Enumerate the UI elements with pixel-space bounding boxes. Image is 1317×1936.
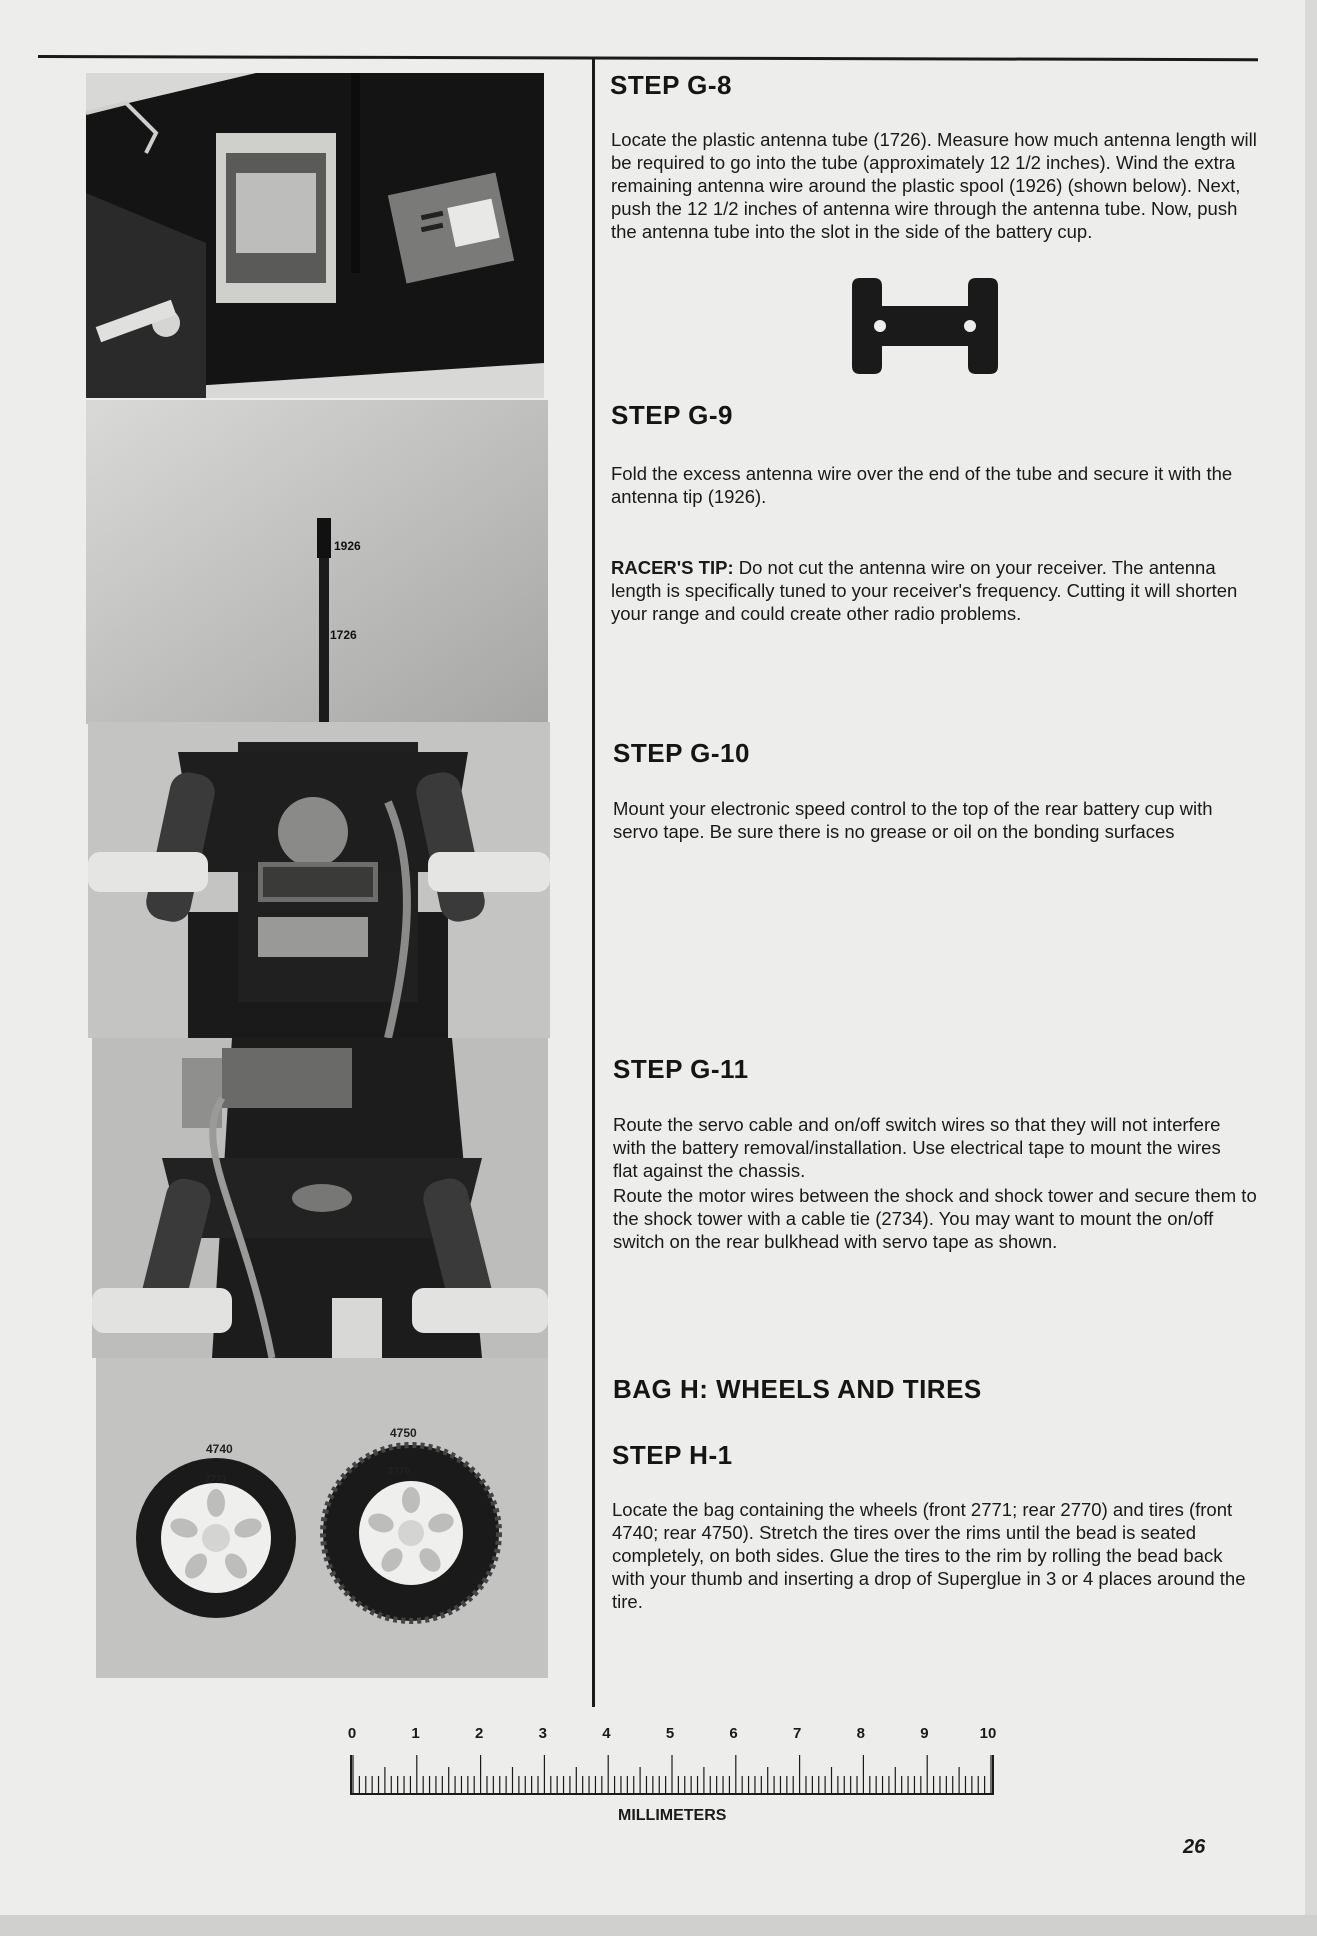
page-edge-right xyxy=(1305,0,1317,1936)
ruler-number-5: 5 xyxy=(665,1725,675,1742)
ruler-number-6: 6 xyxy=(729,1725,738,1742)
step-g9-body: Fold the excess antenna wire over the end of the tube and secure it with the antenna tip (1926). xyxy=(611,463,1233,507)
photo-speed-control xyxy=(88,722,550,1038)
callout-antenna-tip: 1926 xyxy=(334,539,361,553)
step-g11-body-2: Route the motor wires between the shock and shock tower and secure them to the shock tower with a cable tie (2734). You may want to mount the on/off switch on the rear bulkhead with servo tape as shown. xyxy=(613,1185,1257,1252)
page-number: 26 xyxy=(1183,1836,1206,1858)
photo-wheels-tires xyxy=(96,1358,548,1678)
ruler-number-1: 1 xyxy=(411,1725,420,1742)
ruler-number-10: 10 xyxy=(979,1725,997,1742)
callout-front-wheel: 2771 xyxy=(205,1474,228,1485)
ruler-number-4: 4 xyxy=(602,1725,611,1742)
step-g11-title: STEP G-11 xyxy=(613,1054,749,1084)
ruler-number-7: 7 xyxy=(793,1725,802,1742)
racers-tip xyxy=(611,556,1266,625)
antenna-spool-illustration xyxy=(852,278,998,374)
ruler-number-2: 2 xyxy=(475,1725,484,1742)
ruler-number-8: 8 xyxy=(856,1725,865,1742)
step-h1-body: Locate the bag containing the wheels (front 2771; rear 2770) and tires (front 4740; rear 4750). Stretch the tires over the rims until the bead is seated completely, on both sides. Glue the tires to the rim by rolling the bead back with your thumb and inserting a drop of Superglue in 3 or 4 places around the tire. xyxy=(612,1499,1246,1612)
ruler-label: MILLIMETERS xyxy=(618,1807,727,1824)
photo-antenna-tube xyxy=(86,73,544,398)
step-g9-title: STEP G-9 xyxy=(611,400,734,430)
column-divider xyxy=(592,57,595,1707)
ruler-ticks xyxy=(352,1755,992,1793)
photo-wire-routing xyxy=(92,1038,548,1358)
page-edge-bottom xyxy=(0,1915,1317,1936)
racers-tip-label: RACER'S TIP: xyxy=(611,557,734,578)
ruler-scale xyxy=(350,1755,994,1795)
step-g8-body: Locate the plastic antenna tube (1726). Measure how much antenna length will be required to go into the tube (approximately 12 1/2 inches). Wind the extra remaining antenna wire around the plastic spool (1926) (shown below). Next, push the 12 1/2 inches of antenna wire through the antenna tube. Now, push the antenna tube into the slot in the side of the battery cup. xyxy=(611,129,1257,242)
ruler-number-0: 0 xyxy=(347,1725,357,1742)
callout-rear-tire: 4750 xyxy=(390,1426,417,1440)
ruler-number-9: 9 xyxy=(920,1725,929,1742)
step-g10-title: STEP G-10 xyxy=(613,738,750,768)
step-g10-body: Mount your electronic speed control to the top of the rear battery cup with servo tape. Be sure there is no grease or oil on the bonding surfaces xyxy=(613,798,1213,842)
callout-rear-wheel: 2770 xyxy=(388,1466,411,1477)
photo-antenna-parts xyxy=(86,400,548,724)
step-h1-title: STEP H-1 xyxy=(612,1440,733,1470)
ruler-number-3: 3 xyxy=(538,1725,547,1742)
racers-tip-body: Do not cut the antenna wire on your receiver. The antenna length is specifically tuned to your receiver's frequency. Cutting it will shorten your range and could create other radio problems. xyxy=(611,557,1238,624)
millimeter-ruler xyxy=(348,1725,998,1835)
step-g11-body-1: Route the servo cable and on/off switch wires so that they will not interfere with the battery removal/installation. Use electrical tape to mount the wires flat against the chassis. xyxy=(613,1114,1221,1181)
step-g8-title: STEP G-8 xyxy=(610,70,733,100)
bag-h-title: BAG H: WHEELS AND TIRES xyxy=(613,1374,982,1404)
callout-antenna-tube: 1726 xyxy=(330,628,357,642)
callout-front-tire: 4740 xyxy=(206,1442,233,1456)
top-rule xyxy=(38,55,1258,61)
